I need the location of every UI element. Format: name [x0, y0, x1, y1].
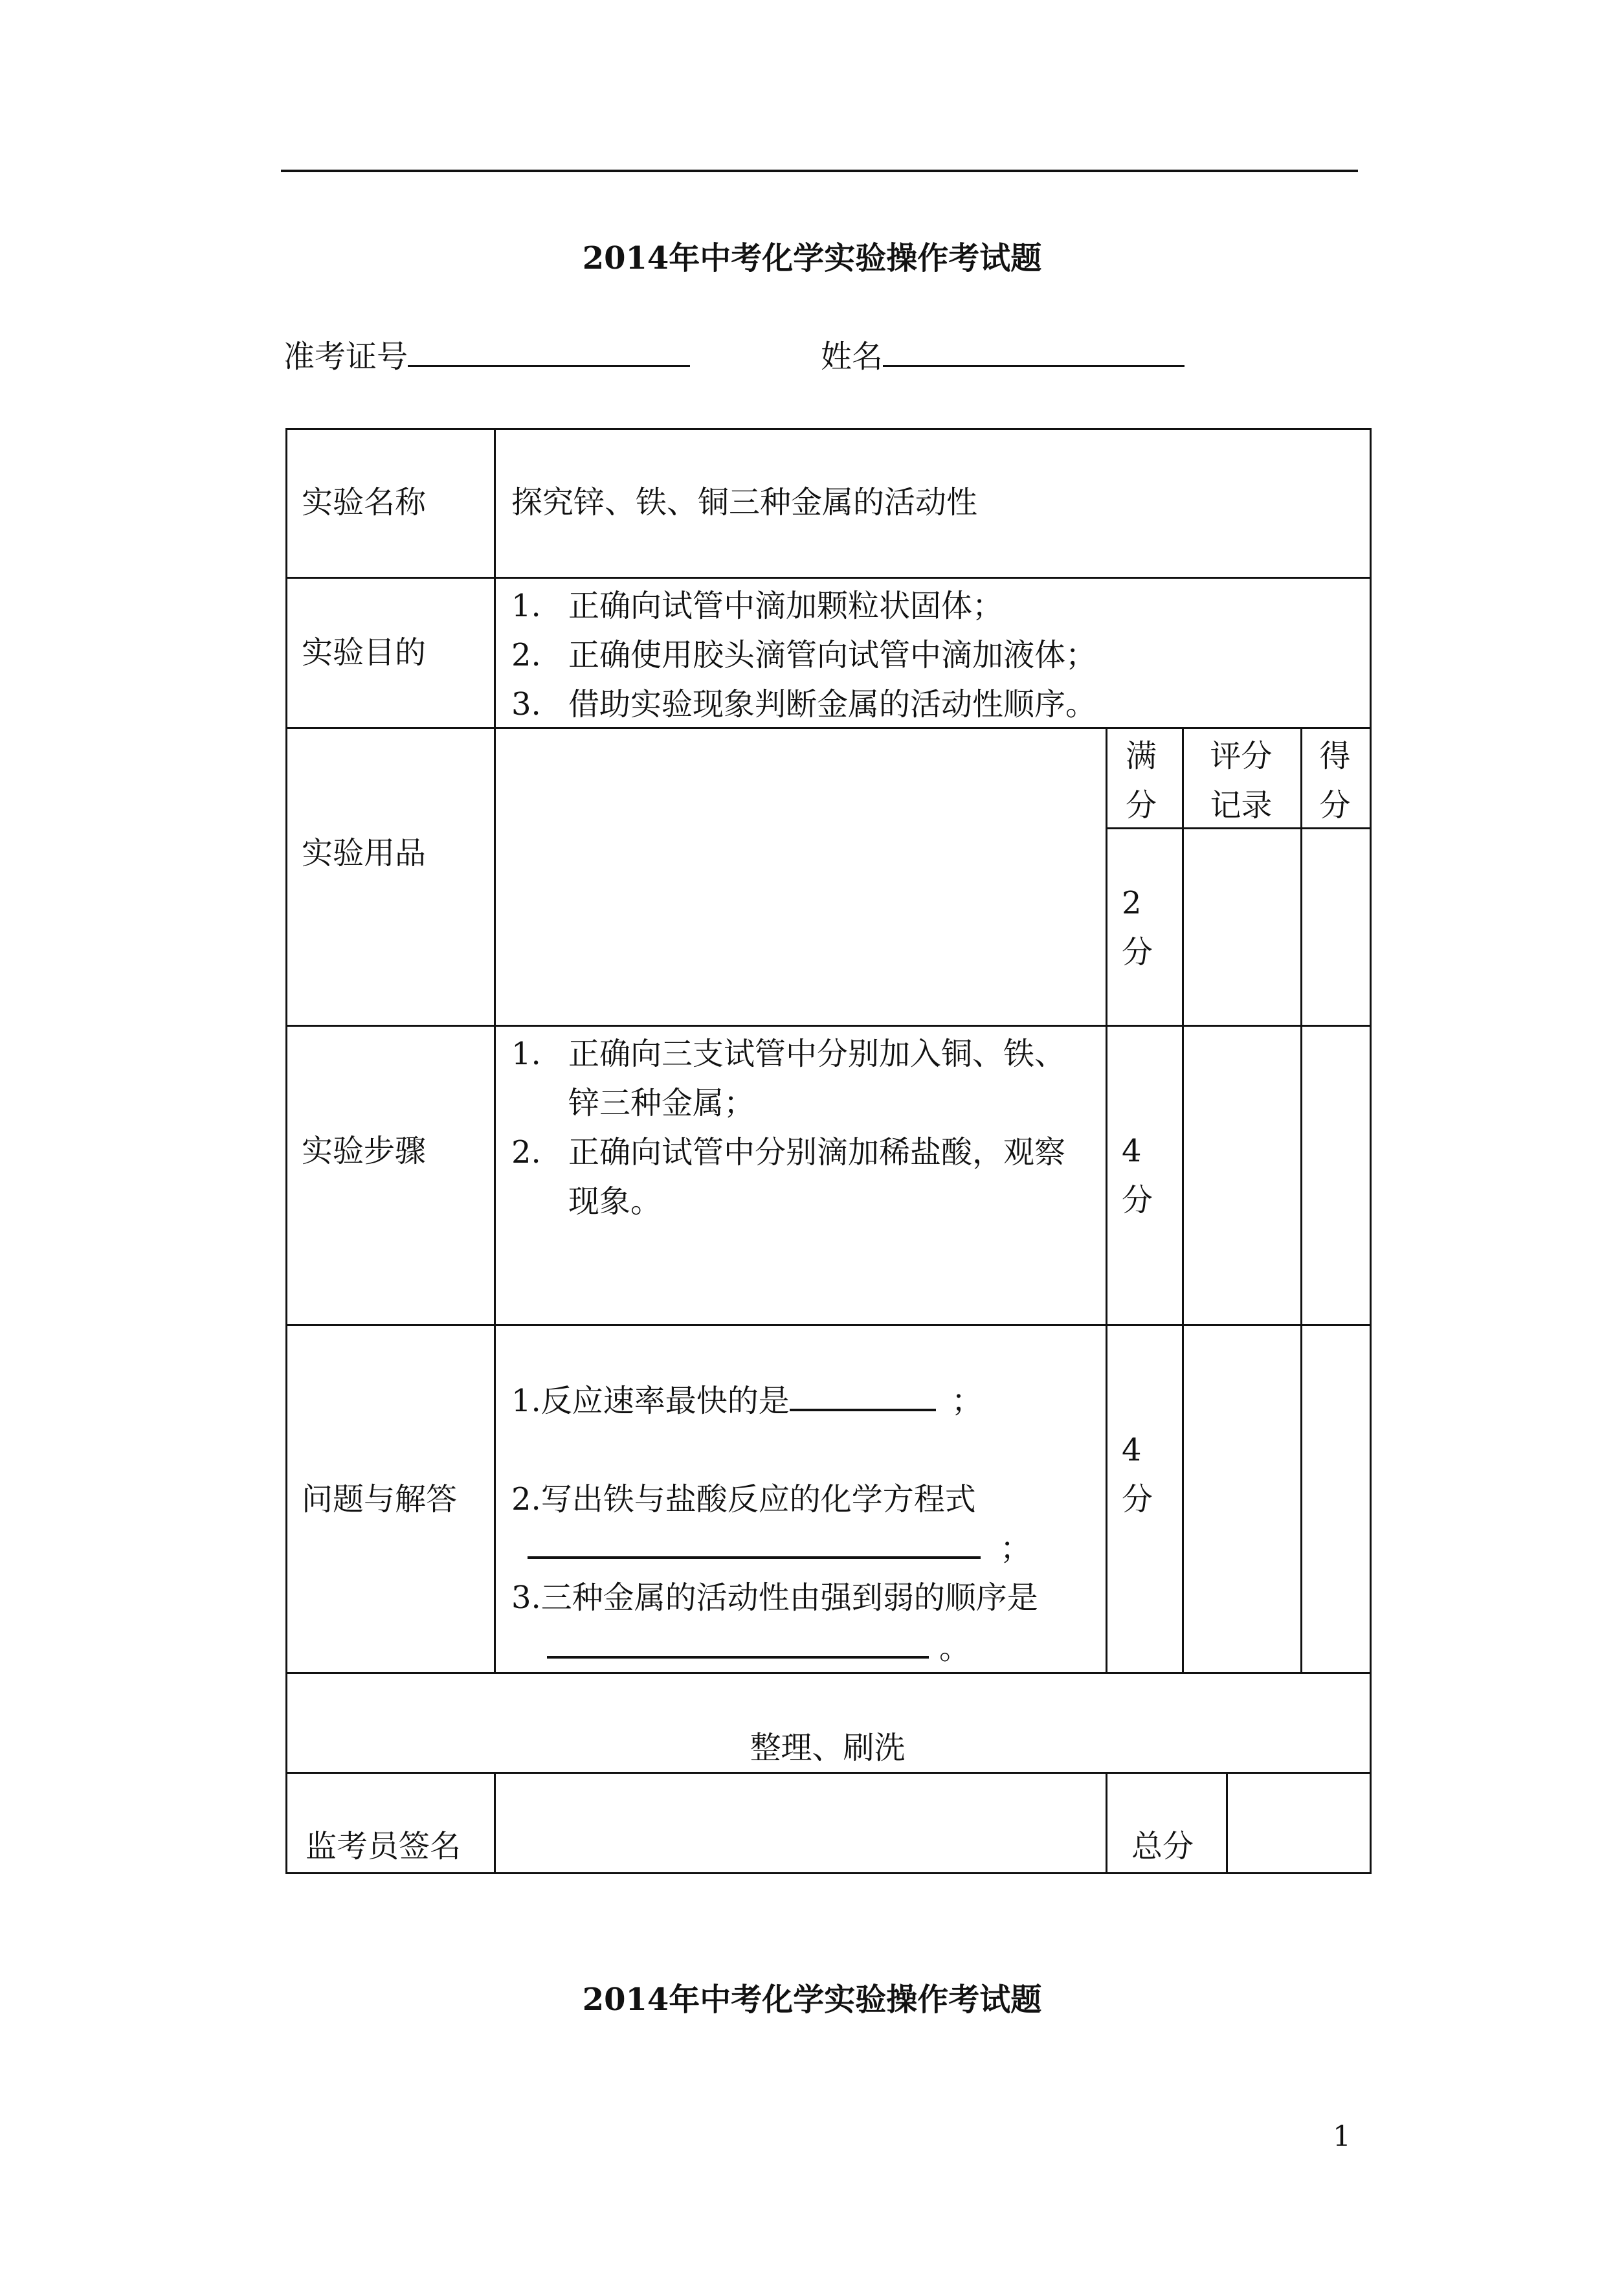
- answer-2-blank[interactable]: [528, 1527, 981, 1559]
- steps-label: 实验步骤: [302, 1133, 427, 1169]
- exam-id-field: [284, 331, 690, 376]
- qa-question-2: 2.写出铁与盐酸反应的化学方程式: [511, 1481, 976, 1517]
- name-input[interactable]: [883, 337, 1185, 367]
- score-header: 得 分: [1319, 738, 1351, 823]
- cleanup-label: 整理、刷洗: [750, 1730, 906, 1766]
- exam-id-input[interactable]: [408, 337, 690, 367]
- steps-full-score: 4 分: [1122, 1133, 1153, 1218]
- purpose-label: 实验目的: [302, 634, 427, 671]
- experiment-name-label: 实验名称: [302, 484, 427, 520]
- page-title: 2014年中考化学实验操作考试题: [582, 240, 1042, 276]
- proctor-label: 监考员签名: [306, 1828, 462, 1864]
- record-header: 评分 记录: [1210, 738, 1273, 823]
- materials-label: 实验用品: [302, 835, 427, 871]
- repeat-title: 2014年中考化学实验操作考试题: [582, 1982, 1042, 2018]
- full-score-header: 满 分: [1125, 738, 1157, 823]
- purpose-list: [511, 581, 1096, 729]
- list-item: 2. 正确向试管中分别滴加稀盐酸，观察 现象。: [511, 1134, 1066, 1220]
- qa-answer-2-line: ；: [528, 1524, 1031, 1573]
- page-number: 1: [1333, 2120, 1351, 2153]
- exam-id-label: 准考证号: [284, 339, 408, 375]
- name-field: [821, 331, 1185, 376]
- qa-answer-3-line: 。: [547, 1624, 970, 1673]
- answer-1-blank[interactable]: [790, 1379, 936, 1411]
- list-item: 1. 正确向三支试管中分别加入铜、铁、 锌三种金属；: [511, 1036, 1066, 1121]
- qa-label: 问题与解答: [302, 1481, 458, 1517]
- answer-3-blank[interactable]: [547, 1626, 929, 1659]
- experiment-name-value: 探究锌、铁、铜三种金属的活动性: [511, 484, 978, 520]
- materials-full-score: 2 分: [1122, 885, 1153, 970]
- list-item: 1. 正确向试管中滴加颗粒状固体；: [511, 588, 1004, 624]
- qa-question-1: 1.反应速率最快的是 ；: [511, 1376, 983, 1426]
- total-label: 总分: [1131, 1828, 1194, 1864]
- qa-full-score: 4 分: [1122, 1432, 1153, 1517]
- list-item: 2. 正确使用胶头滴管向试管中滴加液体；: [511, 637, 1097, 673]
- list-item: 3. 借助实验现象判断金属的活动性顺序。: [511, 686, 1097, 722]
- top-rule: [281, 170, 1358, 172]
- name-label: 姓名: [821, 339, 884, 375]
- steps-list: [511, 1029, 1065, 1226]
- qa-question-3: 3.三种金属的活动性由强到弱的顺序是: [511, 1580, 1038, 1616]
